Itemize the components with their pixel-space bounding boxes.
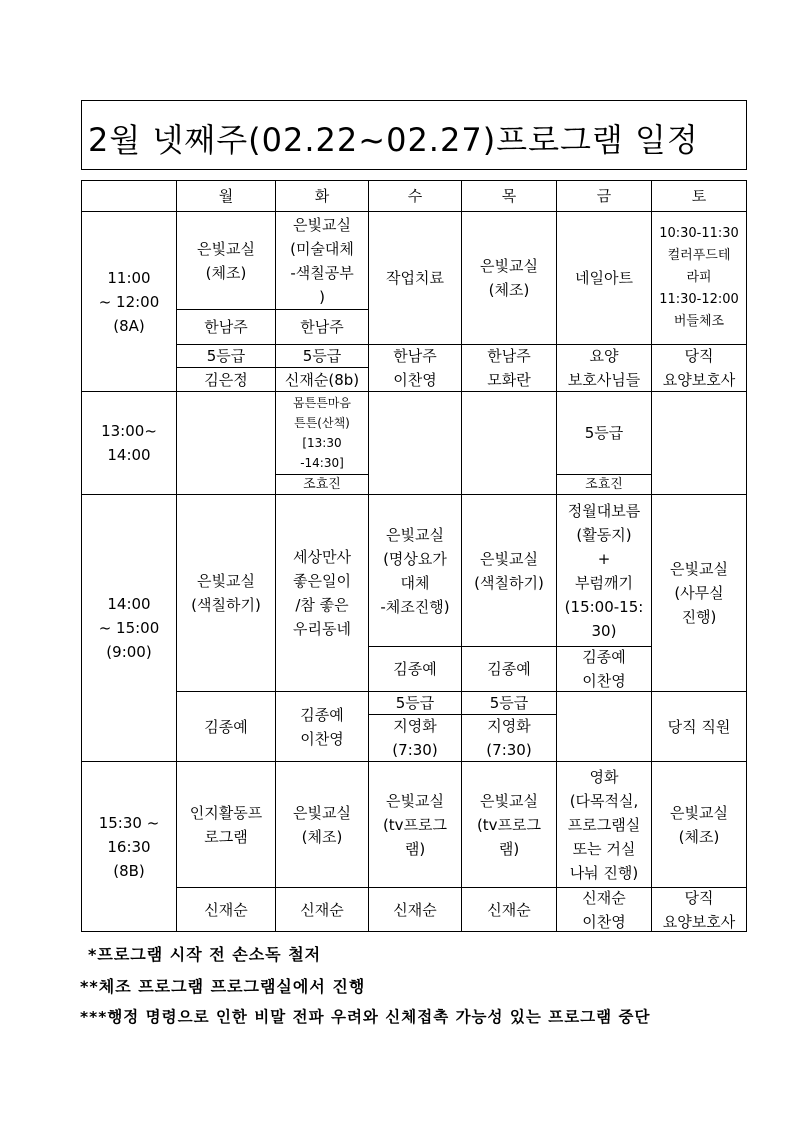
header-thu: 목 xyxy=(461,180,557,212)
note-3: ***행정 명령으로 인한 비말 전파 우려와 신체접촉 가능성 있는 프로그램 중단 xyxy=(80,1008,651,1026)
s3-wed-grade: 5등급 xyxy=(368,691,462,715)
s2-sat-empty xyxy=(651,391,747,495)
s3-thu-staff2: 지영화 (7:30) xyxy=(461,714,557,762)
s4-wed-staff: 신재순 xyxy=(368,887,462,932)
s1-wed-staff: 한남주 이찬영 xyxy=(368,344,462,392)
s4-mon-program: 인지활동프 로그램 xyxy=(176,761,276,888)
header-tue: 화 xyxy=(275,180,369,212)
s2-fri-staff: 조효진 xyxy=(556,474,652,495)
s1-tue-staff: 신재순(8b) xyxy=(275,367,369,392)
s4-thu-staff: 신재순 xyxy=(461,887,557,932)
s1-wed-program: 작업치료 xyxy=(368,211,462,345)
s1-tue-program: 은빛교실 (미술대체 -색칠공부 ) xyxy=(275,211,369,310)
time-slot-3: 14:00 ~ 15:00 (9:00) xyxy=(81,494,177,762)
header-empty xyxy=(81,180,177,212)
s1-mon-location: 한남주 xyxy=(176,309,276,345)
time-slot-4: 15:30 ~ 16:30 (8B) xyxy=(81,761,177,932)
s3-wed-staff: 김종예 xyxy=(368,646,462,692)
s4-sat-staff: 당직 요양보호사 xyxy=(651,887,747,932)
header-mon: 월 xyxy=(176,180,276,212)
s3-mon-program: 은빛교실 (색칠하기) xyxy=(176,494,276,692)
s4-fri-staff: 신재순 이찬영 xyxy=(556,887,652,932)
s4-tue-staff: 신재순 xyxy=(275,887,369,932)
s1-mon-staff: 김은정 xyxy=(176,367,276,392)
time-slot-1: 11:00 ~ 12:00 (8A) xyxy=(81,211,177,392)
header-sat: 토 xyxy=(651,180,747,212)
page-title: 2월 넷째주(02.22~02.27)프로그램 일정 xyxy=(88,121,699,159)
s4-tue-program: 은빛교실 (체조) xyxy=(275,761,369,888)
s3-thu-staff: 김종예 xyxy=(461,646,557,692)
s1-thu-staff: 한남주 모화란 xyxy=(461,344,557,392)
s3-fri-empty xyxy=(556,691,652,762)
s1-fri-staff: 요양 보호사님들 xyxy=(556,344,652,392)
s2-fri-program: 5등급 xyxy=(556,391,652,475)
s4-mon-staff: 신재순 xyxy=(176,887,276,932)
s3-thu-program: 은빛교실 (색칠하기) xyxy=(461,494,557,647)
note-2: **체조 프로그램 프로그램실에서 진행 xyxy=(80,977,366,996)
time-slot-2: 13:00~ 14:00 xyxy=(81,391,177,495)
header-fri: 금 xyxy=(556,180,652,212)
s3-tue-staff: 김종예 이찬영 xyxy=(275,691,369,762)
title-box xyxy=(81,100,747,170)
s3-sat-staff: 당직 직원 xyxy=(651,691,747,762)
s3-sat-program: 은빛교실 (사무실 진행) xyxy=(651,494,747,692)
s2-mon-empty xyxy=(176,391,276,495)
s1-sat-staff: 당직 요양보호사 xyxy=(651,344,747,392)
s4-wed-program: 은빛교실 (tv프로그 램) xyxy=(368,761,462,888)
s1-mon-program: 은빛교실 (체조) xyxy=(176,211,276,310)
s1-thu-program: 은빛교실 (체조) xyxy=(461,211,557,345)
s3-fri-staff: 김종예 이찬영 xyxy=(556,646,652,692)
s4-sat-program: 은빛교실 (체조) xyxy=(651,761,747,888)
s2-tue-program: 몸튼튼마음 튼튼(산책) [13:30 -14:30] xyxy=(275,391,369,475)
s1-tue-location: 한남주 xyxy=(275,309,369,345)
s1-mon-grade: 5등급 xyxy=(176,344,276,368)
s2-tue-staff: 조효진 xyxy=(275,474,369,495)
s1-sat-program: 10:30-11:30 컬러푸드테 라피 11:30-12:00 버들체조 xyxy=(651,211,747,345)
s3-fri-program: 정월대보름 (활동지) + 부럼깨기 (15:00-15: 30) xyxy=(556,494,652,647)
s3-wed-staff2: 지영화 (7:30) xyxy=(368,714,462,762)
s1-fri-program: 네일아트 xyxy=(556,211,652,345)
s4-fri-program: 영화 (다목적실, 프로그램실 또는 거실 나눠 진행) xyxy=(556,761,652,888)
s2-thu-empty xyxy=(461,391,557,495)
note-1: *프로그램 시작 전 손소독 철저 xyxy=(88,945,322,964)
s2-wed-empty xyxy=(368,391,462,495)
s4-thu-program: 은빛교실 (tv프로그 램) xyxy=(461,761,557,888)
s3-wed-program: 은빛교실 (명상요가 대체 -체조진행) xyxy=(368,494,462,647)
s3-tue-program: 세상만사 좋은일이 /참 좋은 우리동네 xyxy=(275,494,369,692)
s1-tue-grade: 5등급 xyxy=(275,344,369,368)
s3-thu-grade: 5등급 xyxy=(461,691,557,715)
header-wed: 수 xyxy=(368,180,462,212)
s3-mon-staff: 김종예 xyxy=(176,691,276,762)
